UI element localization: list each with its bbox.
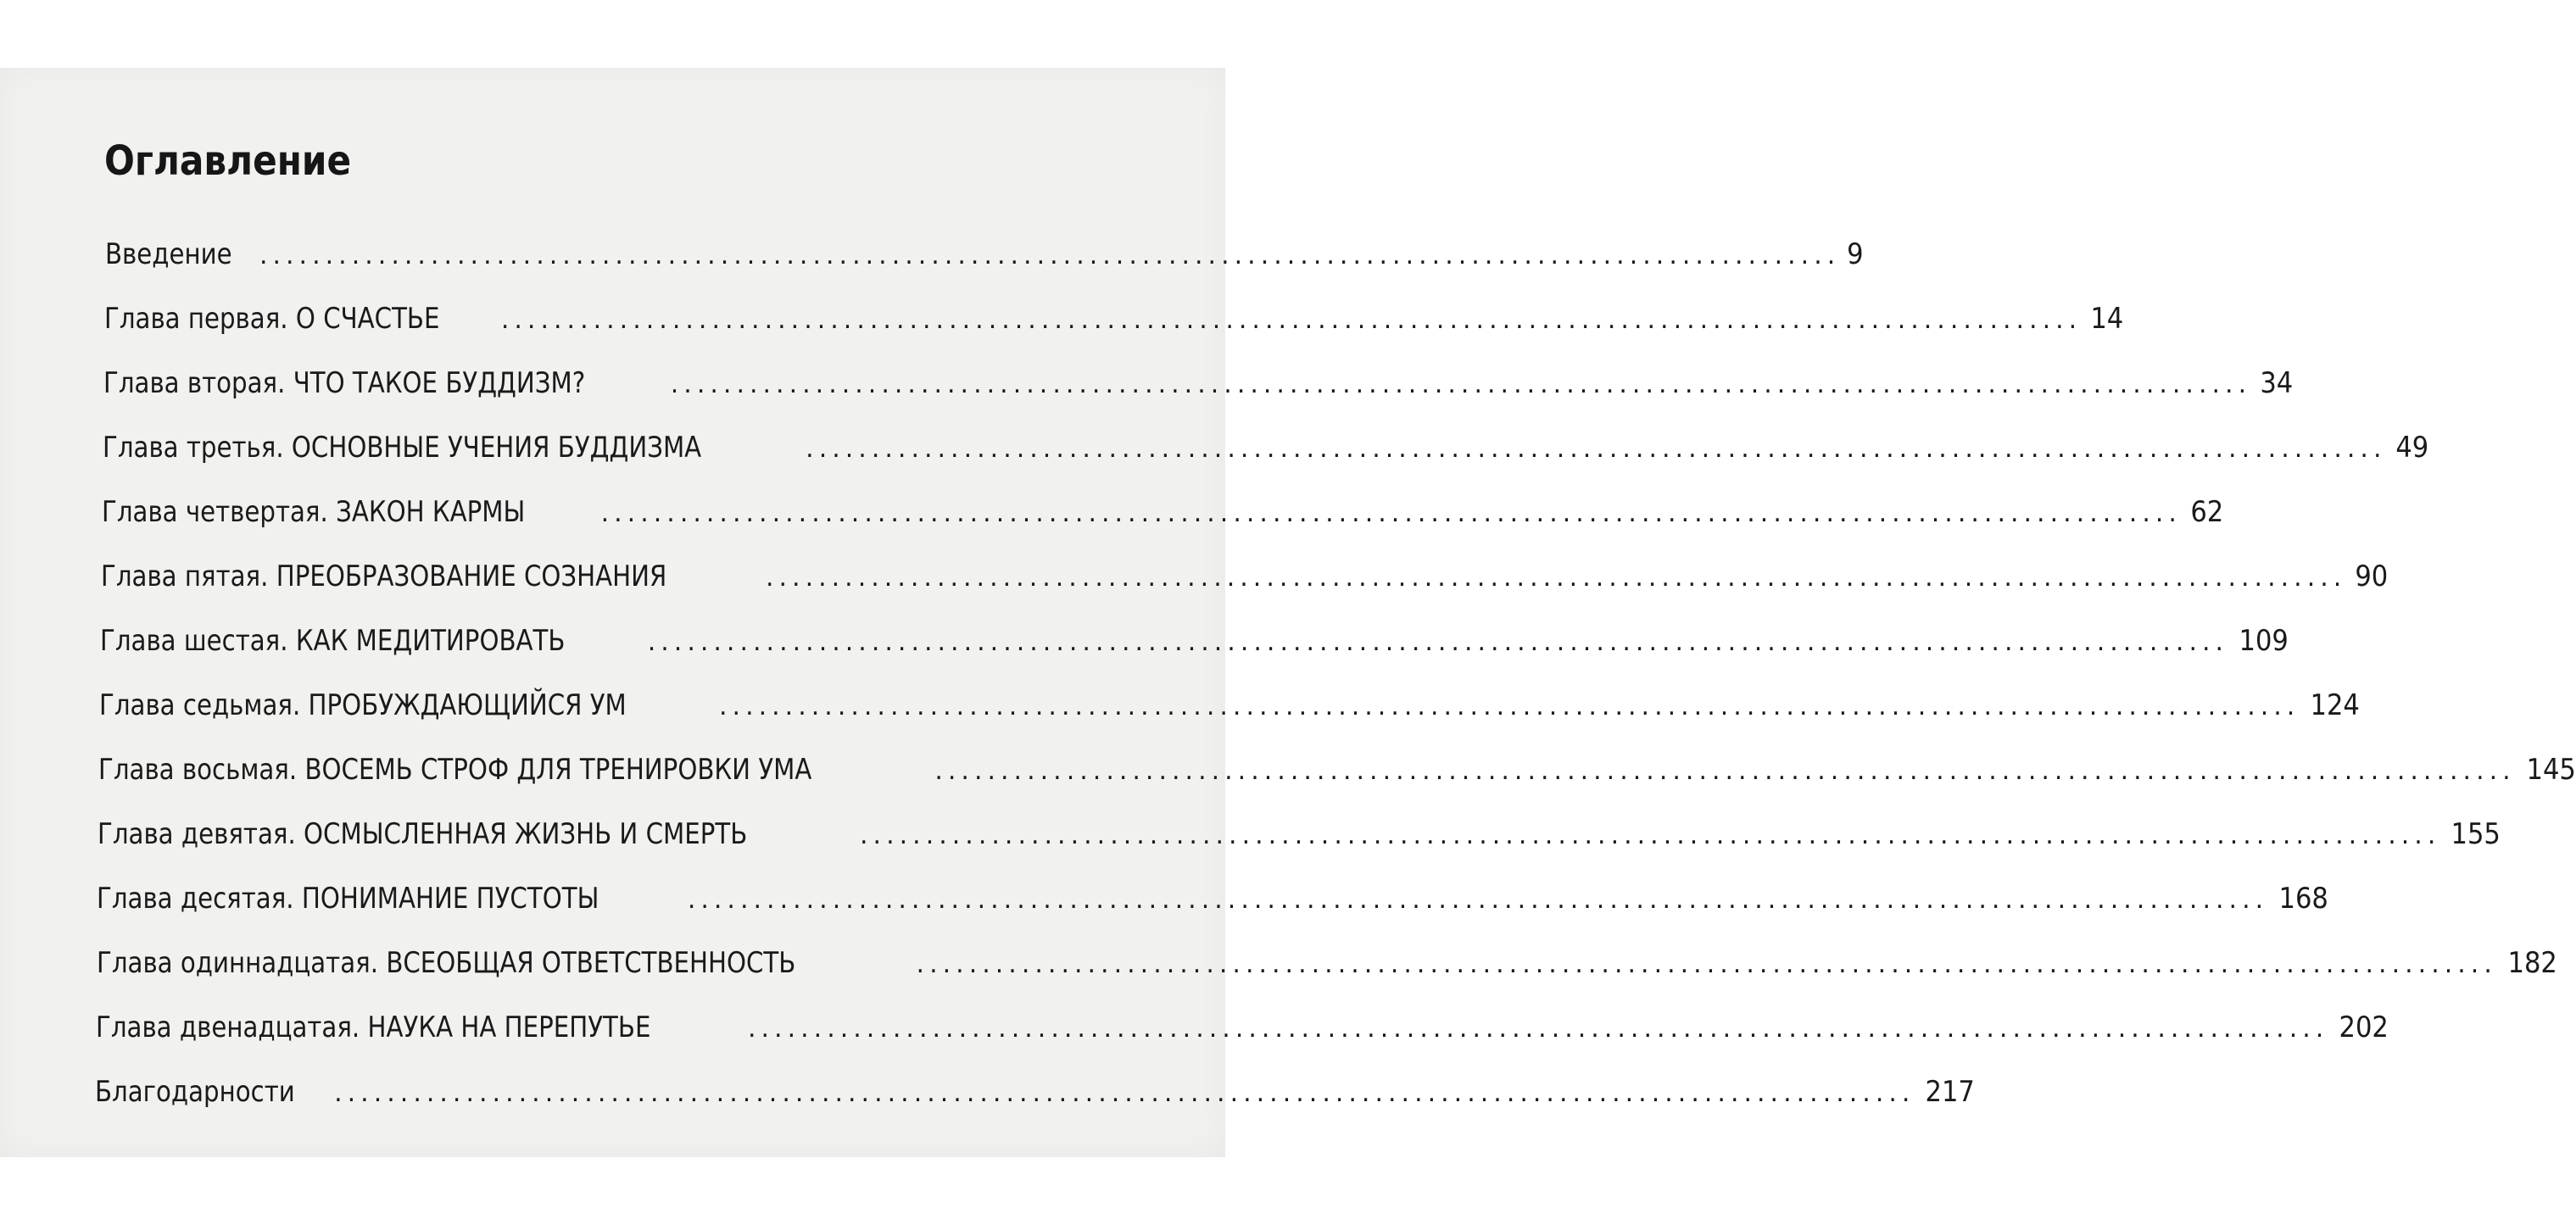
dot-leader: ........................................................................................................................ — [600, 498, 2182, 528]
dot-leader: ........................................................................................................................ — [747, 1014, 2329, 1044]
toc-entry — [96, 1011, 2389, 1053]
toc-entry-page: 202 — [2339, 1011, 2389, 1044]
toc-entry — [97, 882, 2329, 924]
page-title: Оглавление — [104, 137, 352, 185]
toc-entry — [105, 237, 1864, 280]
toc-entry-page: 145 — [2526, 753, 2576, 787]
dot-leader: ........................................................................................................................ — [500, 305, 2083, 335]
dot-leader: ........................................................................................................................ — [647, 627, 2229, 657]
toc-entry-page: 34 — [2260, 366, 2294, 400]
toc-entry-label: Глава десятая. ПОНИМАНИЕ ПУСТОТЫ — [97, 882, 599, 916]
dot-leader: ........................................................................................................................ — [916, 949, 2497, 979]
toc-entry-page: 49 — [2395, 431, 2428, 465]
dot-leader: ........................................................................................................................ — [334, 1078, 1915, 1108]
toc-entry-label: Глава пятая. ПРЕОБРАЗОВАНИЕ СОЗНАНИЯ — [101, 560, 667, 593]
dot-leader: ........................................................................................................................ — [765, 563, 2347, 593]
book-page — [0, 68, 2576, 1157]
dot-leader: ........................................................................................................................ — [719, 692, 2300, 721]
toc-entry — [97, 946, 2557, 988]
dot-leader: ........................................................................................................................ — [670, 370, 2252, 399]
toc-entry-page: 124 — [2310, 688, 2361, 722]
toc-entry-label: Глава первая. О СЧАСТЬЕ — [104, 302, 440, 336]
toc-entry — [104, 302, 2124, 344]
toc-entry-label: Введение — [105, 237, 232, 271]
toc-entry — [95, 1075, 1976, 1117]
dot-leader: ........................................................................................................................ — [860, 821, 2441, 850]
toc-entry-label: Глава четвертая. ЗАКОН КАРМЫ — [102, 495, 526, 529]
toc-entry-label: Глава двенадцатая. НАУКА НА ПЕРЕПУТЬЕ — [96, 1011, 651, 1044]
toc-entry-label: Глава шестая. КАК МЕДИТИРОВАТЬ — [100, 624, 566, 658]
toc-entry-label: Глава вторая. ЧТО ТАКОЕ БУДДИЗМ? — [103, 366, 586, 400]
toc-entry — [103, 366, 2294, 409]
toc-entry-page: 14 — [2090, 302, 2124, 336]
dot-leader: ........................................................................................................................ — [806, 434, 2387, 464]
toc-entry-label: Глава одиннадцатая. ВСЕОБЩАЯ ОТВЕТСТВЕННОСТЬ — [97, 946, 796, 980]
toc-entry-label: Глава девятая. ОСМЫСЛЕННАЯ ЖИЗНЬ И СМЕРТЬ — [98, 817, 748, 851]
dot-leader: ........................................................................................................................ — [687, 885, 2269, 915]
toc-entry-label: Глава восьмая. ВОСЕМЬ СТРОФ ДЛЯ ТРЕНИРОВКИ УМА — [98, 753, 812, 787]
toc-entry — [103, 431, 2428, 473]
table-of-contents — [0, 68, 2576, 1157]
toc-entry-page: 168 — [2278, 882, 2329, 916]
toc-entry — [99, 688, 2361, 731]
dot-leader: ........................................................................................................................ — [934, 756, 2516, 786]
toc-entry-page: 109 — [2239, 624, 2289, 658]
toc-entry-label: Благодарности — [95, 1075, 295, 1109]
toc-entry — [98, 753, 2576, 795]
toc-entry-page: 155 — [2451, 817, 2501, 851]
toc-entry-label: Глава седьмая. ПРОБУЖДАЮЩИЙСЯ УМ — [99, 688, 627, 722]
toc-entry-page: 90 — [2355, 560, 2389, 593]
toc-entry — [102, 495, 2224, 537]
toc-entry-page: 182 — [2507, 946, 2557, 980]
toc-entry — [101, 560, 2389, 602]
toc-entry — [98, 817, 2501, 860]
dot-leader: ........................................................................................................................ — [259, 241, 1841, 270]
toc-entry-page: 9 — [1847, 237, 1864, 271]
toc-entry — [100, 624, 2289, 666]
toc-entry-label: Глава третья. ОСНОВНЫЕ УЧЕНИЯ БУДДИЗМА — [103, 431, 702, 465]
toc-entry-page: 217 — [1925, 1075, 1976, 1109]
toc-entry-page: 62 — [2190, 495, 2224, 529]
